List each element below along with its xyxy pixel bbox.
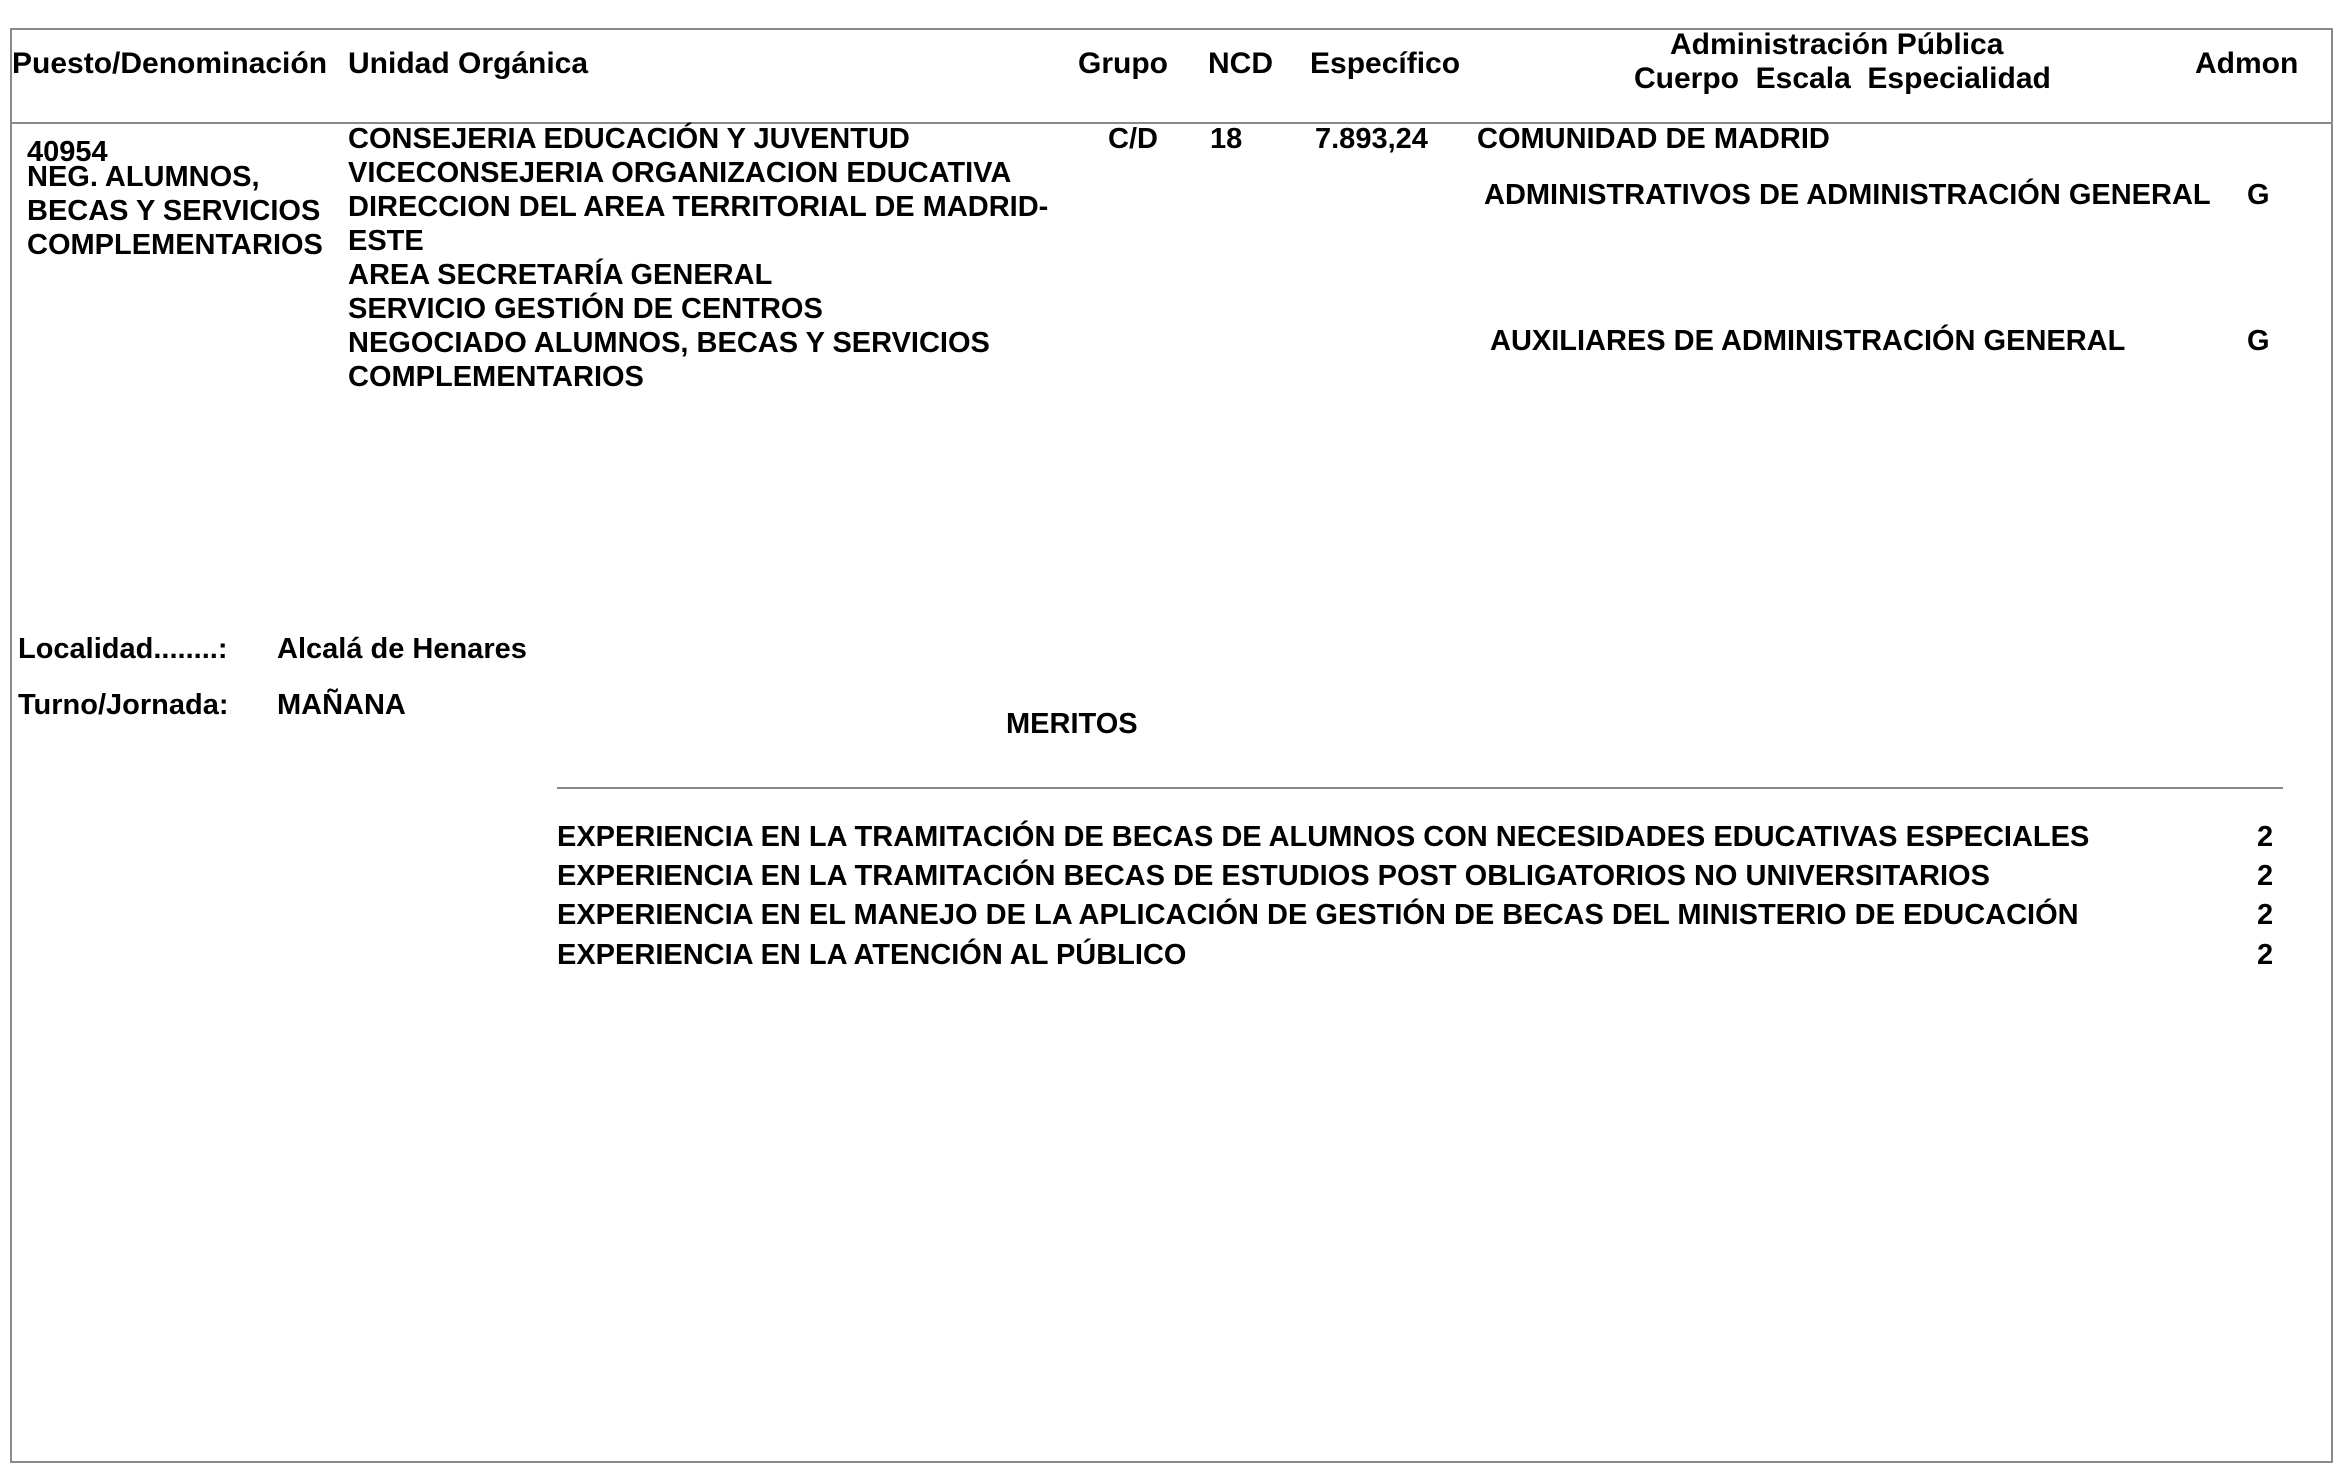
header-especifico: Específico — [1310, 47, 1461, 80]
localidad-label: Localidad........: — [18, 633, 228, 665]
puesto-code: 40954 — [27, 136, 108, 168]
merito-points: 2 — [2257, 899, 2274, 931]
turno-label: Turno/Jornada: — [18, 689, 229, 721]
merito-text: EXPERIENCIA EN LA TRAMITACIÓN DE BECAS DE ALUMNOS CON NECESIDADES EDUCATIVAS ESPECIALES — [557, 821, 2090, 853]
cuerpo-name: ADMINISTRATIVOS DE ADMINISTRACIÓN GENERAL — [1484, 179, 2211, 211]
header-puesto: Puesto/Denominación — [12, 47, 328, 80]
unidad-line: NEGOCIADO ALUMNOS, BECAS Y SERVICIOS — [348, 327, 990, 359]
unidad-line: ESTE — [348, 225, 424, 257]
unidad-line: SERVICIO GESTIÓN DE CENTROS — [348, 293, 823, 325]
cuerpo-admon: G — [2247, 325, 2270, 357]
meritos-title: MERITOS — [1006, 708, 1138, 740]
unidad-line: COMPLEMENTARIOS — [348, 361, 644, 393]
denominacion-line: COMPLEMENTARIOS — [27, 229, 323, 261]
unidad-organica — [348, 122, 1048, 394]
merito-text: EXPERIENCIA EN LA TRAMITACIÓN BECAS DE ESTUDIOS POST OBLIGATORIOS NO UNIVERSITARIOS — [557, 860, 1990, 892]
ncd-value: 18 — [1210, 123, 1243, 155]
cuerpo-admon: G — [2247, 179, 2270, 211]
merito-points: 2 — [2257, 860, 2274, 892]
cuerpo-name: AUXILIARES DE ADMINISTRACIÓN GENERAL — [1490, 325, 2126, 357]
merito-points: 2 — [2257, 939, 2274, 971]
puesto-denominacion — [27, 160, 323, 262]
unidad-line: VICECONSEJERIA ORGANIZACION EDUCATIVA — [348, 157, 1012, 189]
meritos-divider — [557, 787, 2283, 789]
administracion-value: COMUNIDAD DE MADRID — [1477, 123, 1830, 155]
localidad-value: Alcalá de Henares — [277, 633, 527, 665]
unidad-line: AREA SECRETARÍA GENERAL — [348, 259, 773, 291]
header-grupo: Grupo — [1078, 47, 1168, 80]
grupo-value: C/D — [1108, 123, 1158, 155]
header-unidad: Unidad Orgánica — [348, 47, 589, 80]
especifico-value: 7.893,24 — [1315, 123, 1428, 155]
unidad-line: CONSEJERIA EDUCACIÓN Y JUVENTUD — [348, 123, 910, 155]
denominacion-line: NEG. ALUMNOS, — [27, 161, 260, 193]
turno-value: MAÑANA — [277, 689, 406, 721]
header-admin-title: Administración Pública — [1670, 28, 2004, 61]
merito-text: EXPERIENCIA EN EL MANEJO DE LA APLICACIÓN DE GESTIÓN DE BECAS DEL MINISTERIO DE EDUCACIÓN — [557, 899, 2079, 931]
merito-text: EXPERIENCIA EN LA ATENCIÓN AL PÚBLICO — [557, 939, 1187, 971]
header-ncd: NCD — [1208, 47, 1273, 80]
merito-points: 2 — [2257, 821, 2274, 853]
unidad-line: DIRECCION DEL AREA TERRITORIAL DE MADRID- — [348, 191, 1049, 223]
header-admon: Admon — [2195, 47, 2299, 80]
denominacion-line: BECAS Y SERVICIOS — [27, 195, 321, 227]
header-admin-subtitle: Cuerpo Escala Especialidad — [1634, 62, 2051, 95]
